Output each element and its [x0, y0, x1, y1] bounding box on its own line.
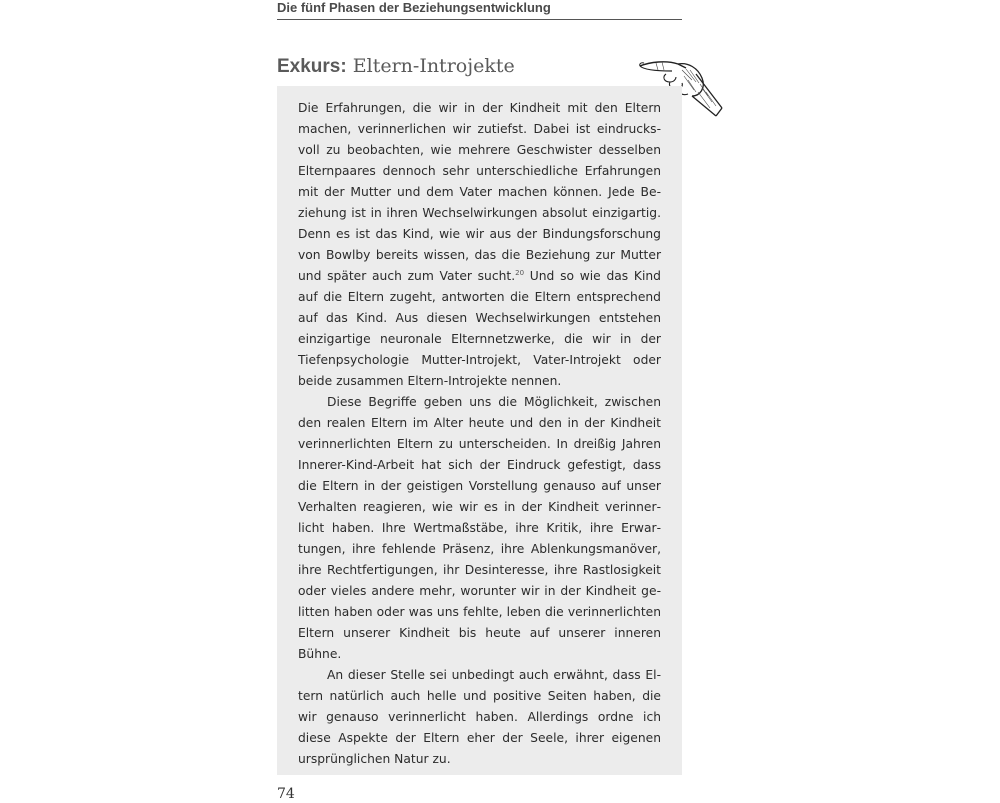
- paragraph-3: An dieser Stelle sei unbedingt auch erwähnt, dass Eltern natürlich auch helle und positive Seiten haben, die wir genauso verinnerlicht haben. Allerdings ordne ich diese Aspekte der Eltern eher der Seele, ihrer eigenen ursprünglichen Natur zu.: [298, 668, 661, 766]
- exkurs-label: Exkurs:: [277, 56, 347, 77]
- paragraph-1-text-b: Und so wie das Kind auf die Eltern zugeht, antworten die Eltern entsprechend auf das Kind. Aus diesen Wechselwirkungen entstehen einzigartige neuronale Elternnetzwerke, die wir in der Tiefenpsychologie Mutter-Introjekt, Vater-Introjekt oder beide zusammen Eltern-Introjekte nennen.: [298, 269, 661, 388]
- exkurs-heading: [277, 54, 515, 79]
- footnote-marker: 20: [515, 268, 525, 277]
- running-title: Die fünf Phasen der Beziehungsentwicklung: [277, 0, 551, 15]
- paragraph-1-text-a: Die Erfahrungen, die wir in der Kindheit mit den Eltern machen, verinnerlichen wir zutiefst. Dabei ist eindrucksvoll zu beobachten, wie mehrere Geschwister desselben Elternpaares dennoch sehr unterschiedliche Erfahrungen mit der Mutter und dem Vater machen können. Jede Beziehung ist in ihren Wechselwirkungen absolut einzigartig. Denn es ist das Kind, wie wir aus der Bindungsforschung von Bowlby bereits wissen, das die Beziehung zur Mutter und später auch zum Vater sucht.: [298, 101, 661, 283]
- running-header: [277, 0, 682, 20]
- paragraph-2: Diese Begriffe geben uns die Möglichkeit, zwischen den realen Eltern im Alter heute und den in der Kindheit verinnerlichten Eltern zu unterscheiden. In dreißig Jahren Innerer-Kind-Arbeit hat sich der Eindruck gefestigt, dass die Eltern in der geistigen Vorstellung genauso auf unser Verhalten reagieren, wie wir es in der Kindheit verinnerlicht haben. Ihre Wertmaßstäbe, ihre Kritik, ihre Erwartungen, ihre fehlende Präsenz, ihre Ablenkungsmanöver, ihre Rechtfertigungen, ihr Desinteresse, ihre Rastlosigkeit oder vieles andere mehr, worunter wir in der Kindheit gelitten haben oder was uns fehlte, leben die verinnerlichten Eltern unserer Kindheit bis heute auf unserer inneren Bühne.: [298, 395, 661, 661]
- page-number: 74: [277, 786, 295, 802]
- exkurs-title: Eltern-Introjekte: [352, 55, 515, 77]
- exkurs-box: [277, 86, 682, 775]
- paragraph-1: [298, 98, 661, 392]
